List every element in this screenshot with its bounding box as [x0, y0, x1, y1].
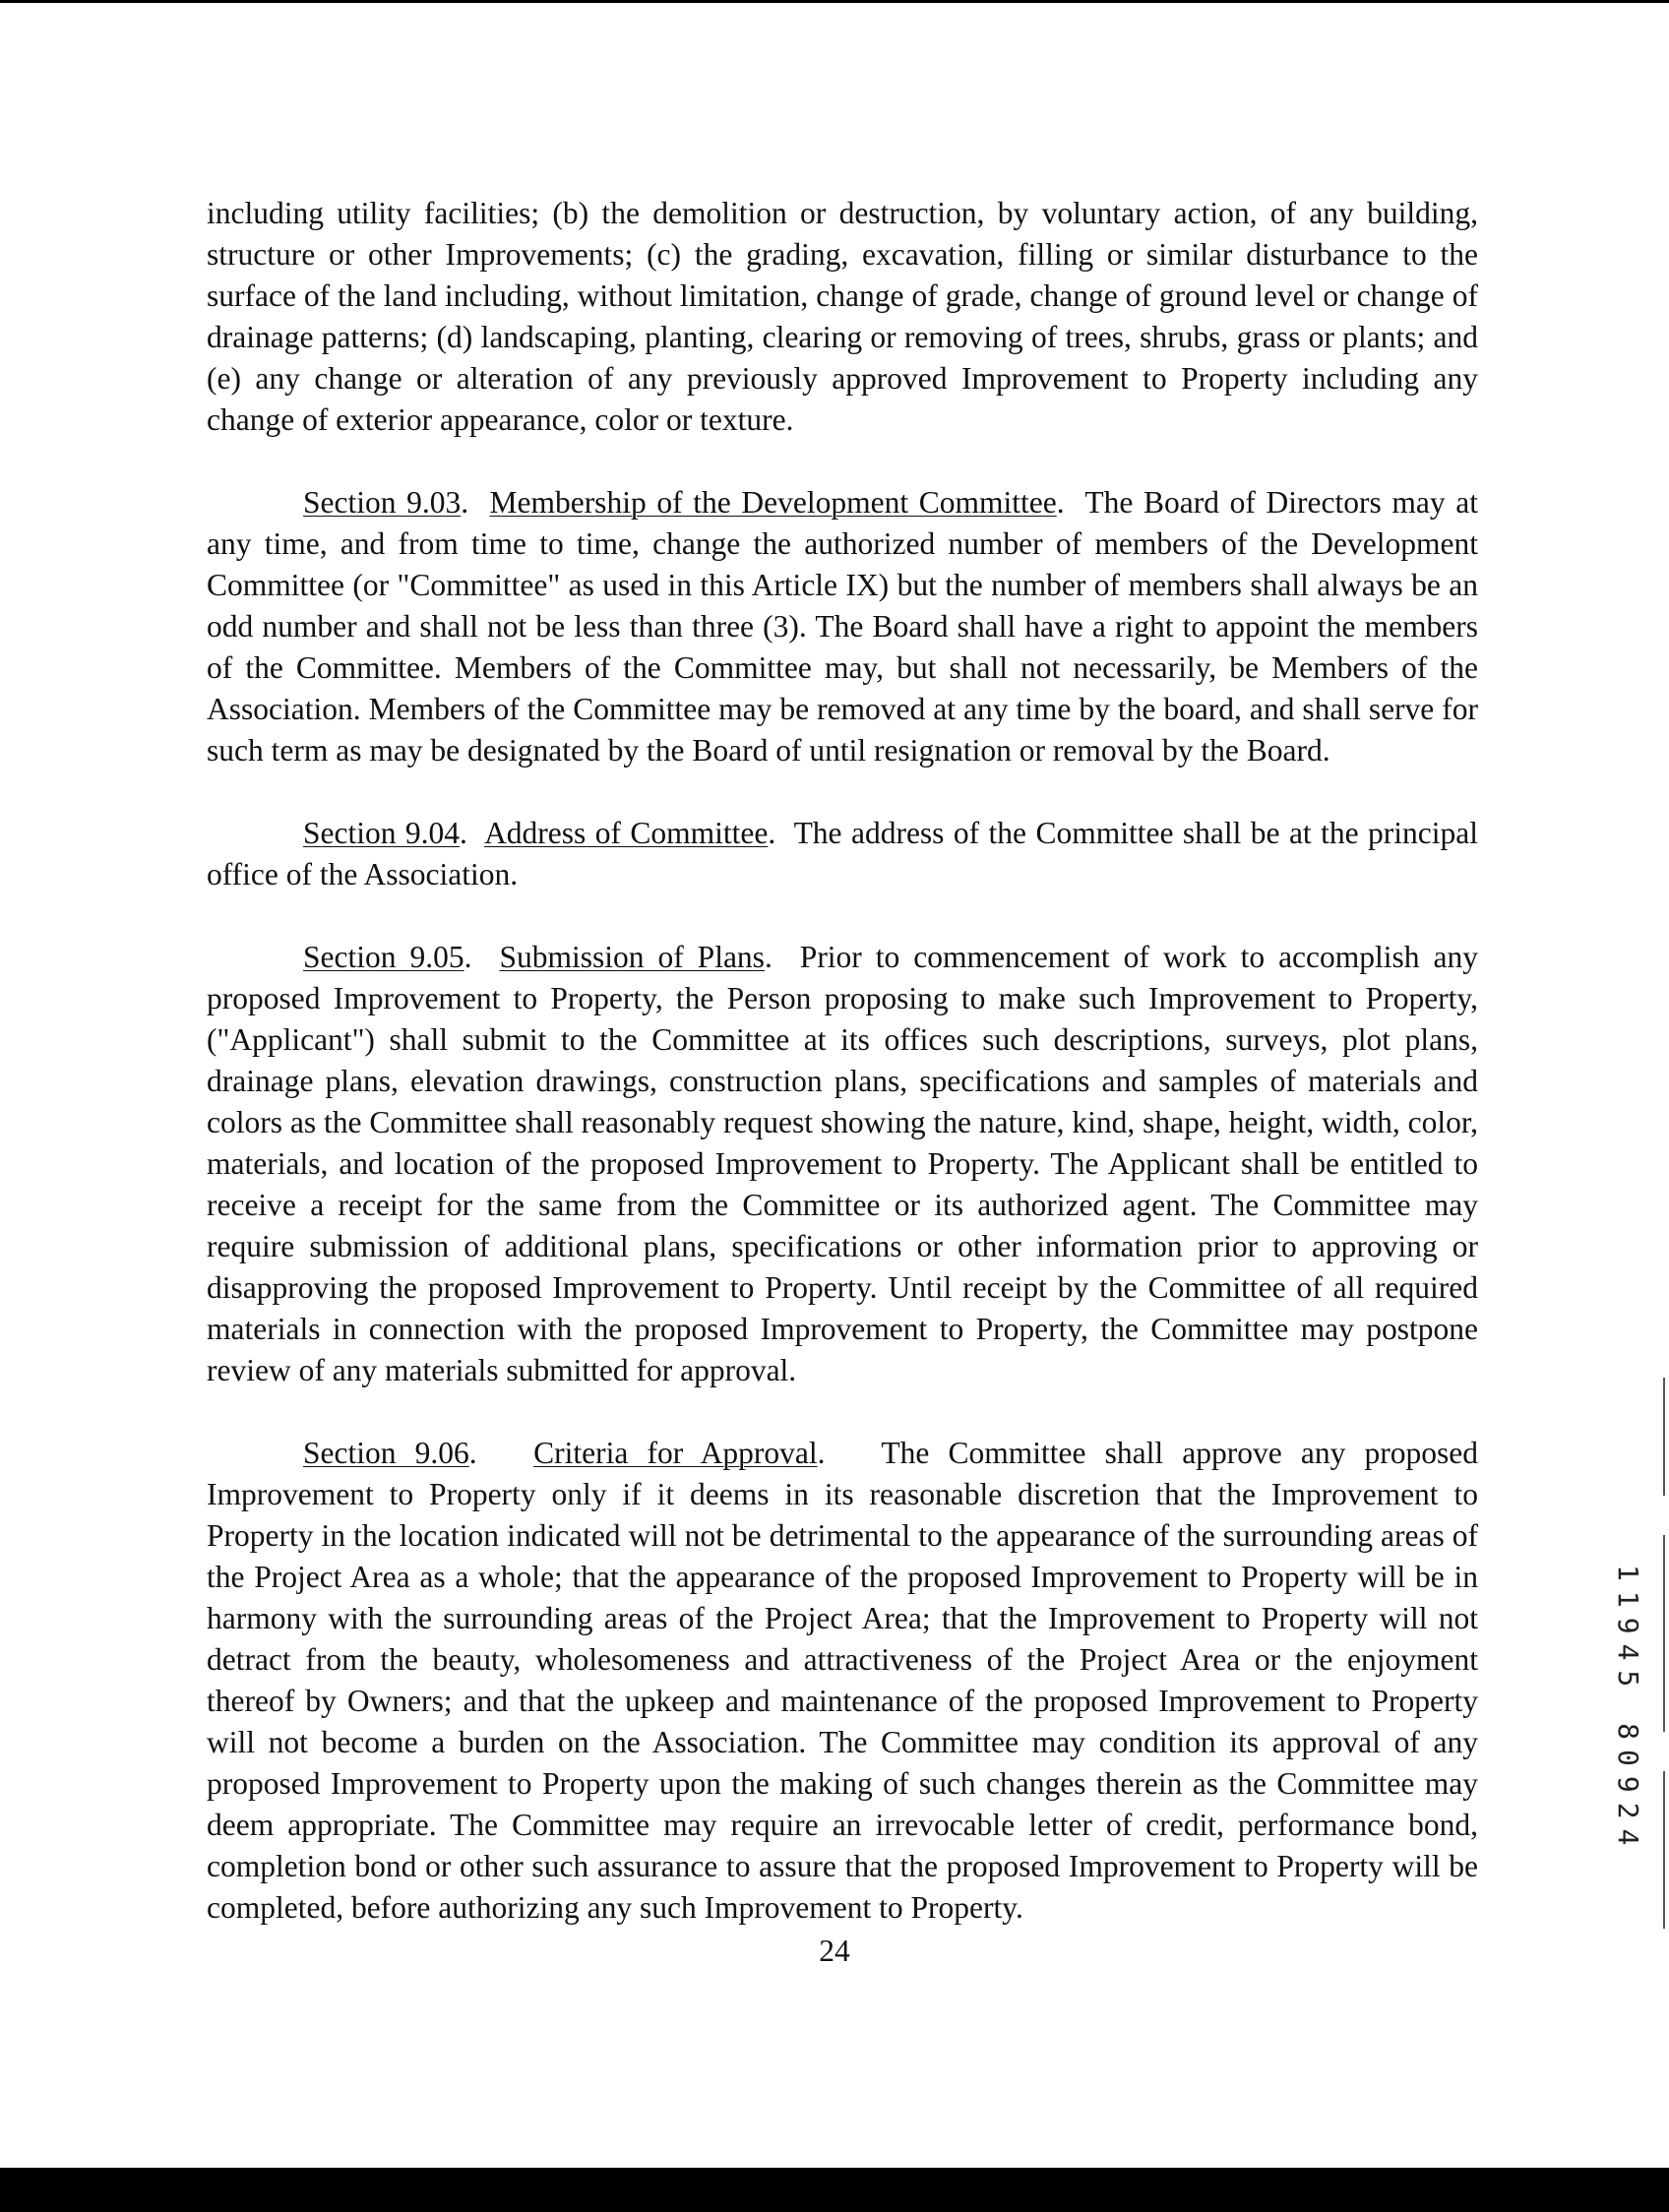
page-number: 24: [819, 1934, 850, 1968]
margin-rule: [1663, 1378, 1665, 1496]
margin-rule: [1663, 1535, 1665, 1732]
section-title: Address of Committee: [484, 816, 769, 850]
margin-rule: [1663, 1771, 1665, 1929]
document-page: [207, 193, 1478, 1970]
scan-bottom-band: [0, 2168, 1669, 2212]
section-body: The Board of Directors may at any time, and from time to time, change the authorized number of members of the Development Committee (or "Committee" as used in this Article IX) but the number of members shall always be an odd number and shall not be less than three (3). The Board shall have a right to appoint the members of the Committee. Members of the Committee may, but shall not necessarily, be Members of the Association. Members of the Committee may be removed at any time by the board, and shall serve for such term as may be designated by the Board of until resignation or removal by the Board.: [207, 485, 1478, 768]
section-title: Criteria for Approval: [533, 1436, 818, 1470]
section-number: Section 9.04: [303, 816, 461, 850]
section-number: Section 9.03: [303, 485, 462, 520]
section-body: Prior to commencement of work to accomplish any proposed Improvement to Property, the Person proposing to make such Improvement to Property, ("Applicant") shall submit to the Committee at its offices such descriptions, surveys, plot plans, drainage plans, elevation drawings, construction plans, specifications and samples of materials and colors as the Committee shall reasonably request showing the nature, kind, shape, height, width, color, materials, and location of the proposed Improvement to Property. The Applicant shall be entitled to receive a receipt for the same from the Committee or its authorized agent. The Committee may require submission of additional plans, specifications or other information prior to approving or disapproving the proposed Improvement to Property. Until receipt by the Committee of all required materials in connection with the proposed Improvement to Property, the Committee may postpone review of any materials submitted for approval.: [207, 940, 1478, 1387]
section-9-06: Section 9.06. Criteria for Approval. The Committee shall approve any proposed Improvement to Property only if it deems in its reasonable discretion that the Improvement to Property in the location indicated will not be detrimental to the appearance of the surrounding areas of the Project Area as a whole; that the appearance of the proposed Improvement to Property will be in harmony with the surrounding areas of the Project Area; that the Improvement to Property will not detract from the beauty, wholesomeness and attractiveness of the Project Area or the enjoyment thereof by Owners; and that the upkeep and maintenance of the proposed Improvement to Property will not become a burden on the Association. The Committee may condition its approval of any proposed Improvement to Property upon the making of such changes therein as the Committee may deem appropriate. The Committee may require an irrevocable letter of credit, performance bond, completion bond or other such assurance to assure that the proposed Improvement to Property will be completed, before authorizing any such Improvement to Property.: [207, 1436, 1478, 1925]
section-9-03: Section 9.03. Membership of the Development Committee. The Board of Directors may at any time, and from time to time, change the authorized number of members of the Development Committee (or "Committee" as used in this Article IX) but the number of members shall always be an odd number and shall not be less than three (3). The Board shall have a right to appoint the members of the Committee. Members of the Committee may, but shall not necessarily, be Members of the Association. Members of the Committee may be removed at any time by the board, and shall serve for such term as may be designated by the Board of until resignation or removal by the Board.: [207, 485, 1478, 768]
margin-stamp-text: 11945 80924: [1612, 1565, 1644, 1856]
section-title: Submission of Plans: [499, 940, 765, 974]
section-body: The Committee shall approve any proposed Improvement to Property only if it deems in its reasonable discretion that the Improvement to Property in the location indicated will not be detrimental to the appearance of the surrounding areas of the Project Area as a whole; that the appearance of the proposed Improvement to Property will be in harmony with the surrounding areas of the Project Area; that the Improvement to Property will not detract from the beauty, wholesomeness and attractiveness of the Project Area or the enjoyment thereof by Owners; and that the upkeep and maintenance of the proposed Improvement to Property will not become a burden on the Association. The Committee may condition its approval of any proposed Improvement to Property upon the making of such changes therein as the Committee may deem appropriate. The Committee may require an irrevocable letter of credit, performance bond, completion bond or other such assurance to assure that the proposed Improvement to Property will be completed, before authorizing any such Improvement to Property.: [207, 1436, 1478, 1925]
scan-top-border: [0, 0, 1669, 3]
section-9-04: Section 9.04. Address of Committee. The address of the Committee shall be at the principal office of the Association.: [207, 816, 1478, 891]
section-body: The address of the Committee shall be at the principal office of the Association.: [207, 816, 1478, 891]
section-title: Membership of the Development Committee: [489, 485, 1057, 520]
section-number: Section 9.06: [303, 1436, 469, 1470]
margin-document-stamp: [1600, 1555, 1649, 1929]
section-9-05: Section 9.05. Submission of Plans. Prior to commencement of work to accomplish any proposed Improvement to Property, the Person proposing to make such Improvement to Property, ("Applicant") shall submit to the Committee at its offices such descriptions, surveys, plot plans, drainage plans, elevation drawings, construction plans, specifications and samples of materials and colors as the Committee shall reasonably request showing the nature, kind, shape, height, width, color, materials, and location of the proposed Improvement to Property. The Applicant shall be entitled to receive a receipt for the same from the Committee or its authorized agent. The Committee may require submission of additional plans, specifications or other information prior to approving or disapproving the proposed Improvement to Property. Until receipt by the Committee of all required materials in connection with the proposed Improvement to Property, the Committee may postpone review of any materials submitted for approval.: [207, 940, 1478, 1387]
opening-paragraph: including utility facilities; (b) the demolition or destruction, by voluntary action, of any building, structure or other Improvements; (c) the grading, excavation, filling or similar disturbance to the surface of the land including, without limitation, change of grade, change of ground level or change of drainage patterns; (d) landscaping, planting, clearing or removing of trees, shrubs, grass or plants; and (e) any change or alteration of any previously approved Improvement to Property including any change of exterior appearance, color or texture.: [207, 196, 1478, 437]
section-number: Section 9.05: [303, 940, 464, 974]
